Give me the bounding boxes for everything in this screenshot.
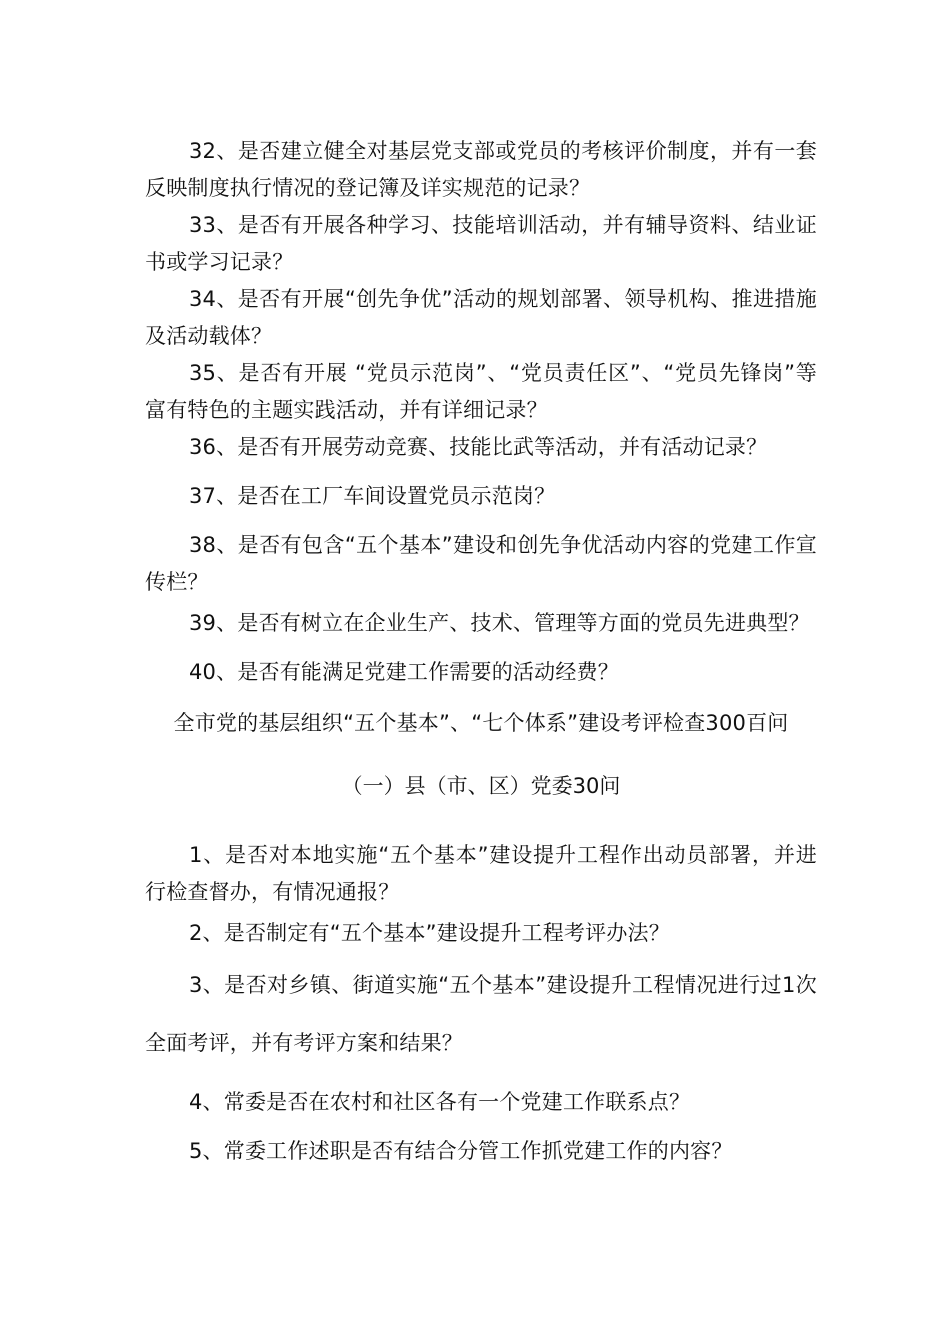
question-37: 37、是否在工厂车间设置党员示范岗？	[189, 484, 556, 508]
question-5: 5、常委工作述职是否有结合分管工作抓党建工作的内容？	[189, 1139, 733, 1163]
question-40: 40、是否有能满足党建工作需要的活动经费？	[189, 660, 619, 684]
question-35: 35、是否有开展 “党员示范岗”、“党员责任区”、“党员先锋岗”等富有特色的主题实践活动，并有详细记录？	[145, 361, 817, 422]
section-title: 全市党的基层组织“五个基本”、“七个体系”建设考评检查300百问	[173, 711, 789, 735]
question-4: 4、常委是否在农村和社区各有一个党建工作联系点？	[189, 1090, 691, 1114]
question-39: 39、是否有树立在企业生产、技术、管理等方面的党员先进典型？	[189, 611, 810, 635]
section-subtitle: （一）县（市、区）党委30问	[341, 774, 621, 798]
document-body	[145, 133, 817, 1170]
question-33: 33、是否有开展各种学习、技能培训活动，并有辅导资料、结业证书或学习记录？	[145, 213, 817, 274]
question-3: 3、是否对乡镇、街道实施“五个基本”建设提升工程情况进行过1次全面考评，并有考评方案和结果？	[145, 973, 817, 1055]
question-38: 38、是否有包含“五个基本”建设和创先争优活动内容的党建工作宣传栏？	[145, 533, 817, 594]
question-1: 1、是否对本地实施“五个基本”建设提升工程作出动员部署，并进行检查督办，有情况通报？	[145, 843, 817, 904]
question-2: 2、是否制定有“五个基本”建设提升工程考评办法？	[189, 921, 670, 945]
question-34: 34、是否有开展“创先争优”活动的规划部署、领导机构、推进措施及活动载体？	[145, 287, 817, 348]
question-36: 36、是否有开展劳动竞赛、技能比武等活动，并有活动记录？	[189, 435, 768, 459]
question-32: 32、是否建立健全对基层党支部或党员的考核评价制度，并有一套反映制度执行情况的登记簿及详实规范的记录？	[145, 139, 817, 200]
